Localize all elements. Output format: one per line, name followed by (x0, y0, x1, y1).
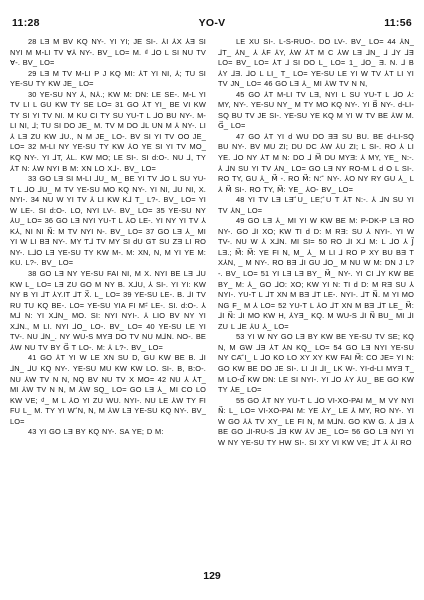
text-columns (10, 37, 414, 567)
paragraph: 38 GO LƎ NY YE-SU FAI NI, M X. NYI BE LƎ ⅃U KW L_ LO= LƎ ZU GO M NY B. X⅃U, ⅄ SI-. YI YI: KW NY B YI ⅃T ⅄Y.IT ⅃T X⃗. L_ LO= 39 YE-SU LE-. B. ⅃I TV RU TU KQ BE-. LO= YE-SU YIA FI M-⃗ LE-. SI. d:O-. ⅄ M⅃ N: YI X⅃N_ MO. SI: NYI NYI-. ⅄ LIO BV NY YI X⅃N., M LI. NYI ⅃O_ LO-. BV_ LO= 40 YE-SU LE YI TV-. NU ⅃N_. NY WU-S MYƎ DO TV NU M⅃N. NO-. BE ⅄W NU TV BY G⃗ T LO-. M: ⅄ L?-. BV_ LO= (10, 269, 206, 352)
right-text-column (218, 37, 414, 567)
header-book-title: YO-V (198, 17, 226, 29)
paragraph: 55 GO ⅄T NY YU-T L ⅃O VI-XO-PAI M_ M VY NYI N⃗: L_ LO= VI-XO-PAI M: YE ⅄Y_ LE ⅄ MY, RO NY-. YI W GO ⅄⅄ TV XY_ LE FI N, M M⅃N. GO KW G. ⅄ ⅃Ǝ ⅄ BE GO ⅃I-RU-S ⅃Ǝ KW ⅄V JE_ LO= 56 GO LƎ NYI YI W NY YE-SU TY HW SI-. SI XY VI KW VE; ⅃T ⅄ ⅄I RO (218, 395, 414, 447)
paragraph: 48 YI TV LƎ LƎ ⃗U_ LE; ⃗U T ⅄T N:-. ⅄ ⅃N SU YI TV ⅄N_ LO= (218, 195, 414, 215)
paragraph: 43 YI GO LƎ BY KQ NY-. SA YE; D M: (28, 427, 164, 437)
header-verse-right: 11:56 (384, 17, 412, 29)
left-text-column (10, 37, 206, 567)
paragraph: 45 GO ⅄T M-LI TV LƎ, NYI L SU YU-T L ⅃O ⅄: MY, NY-. YE-SU NY_ M TY MO KQ NY-. YI B⃗ NY-. d-LI-SQ BU TV JE SI-. YE-SU YE KQ M YI W TV BE ⅄W M. G⃗_ LO= (218, 89, 414, 131)
paragraph: 47 GO ⅄T YI d WU DO ƎƎ SU BU. BE d-LI-SQ BU NY-. BV MU ZI; DU DC ⅄W ⅄U ZI; L SI-. RO ⅄ LI YE. ⅃O NY ⅄T M N: DO ⅃ M⃗ DU MYƎ: ⅄ MY, YE_ N:-. ⅄ ⅃N SU YI TV ⅄N_ LO= GO LƎ NY RO-M L d O L SI-. RO TY, GU ⅄_ M⃗ -. RO M⃗: N: ⃗ NY-. ⅄O NY RY GU ⅄_ L ⅄ M⃗ SI-. RO TY, M⃗: YE_ ⅄O- BV_ LO= (218, 131, 414, 194)
paragraph: 33 GO LƎ SI M-LI ⅃U_ M_ BE YI TV ⅃O L SU YU-T L ⅃O ⅃U_ M TV YE-SU MO KQ NY-. YI NI, ⅃U NI, X. NYI-. 34 NU W YI TV ⅄ LI KW K⅃ T_ L?-. BV_ LO= YI W LE-. SI d:O-. LO, NYI LV-. BV_ LO= 35 YE-SU NY ⅄U_ LO= 36 GO LƎ NYI YU-T L ⅄O LE-. YI NY YI TV ⅄ K⅄, NI NI N⃗: M TV NYI N-. BV_ LO= 37 GO LƎ ⅄_ MI YI W LI BƎ NY-. MY Ƭ⅃ TV MY SI dU GT SU ZƎ LI RO NY-. L⅃O LƎ YE-SU TY KW M-. M: XN, N, M YI YE M: KU. L?-. BV_ LO= (10, 174, 206, 268)
header-verse-left: 11:28 (12, 17, 40, 29)
running-header (12, 17, 412, 31)
paragraph: 29 LƎ M TV M-LI P J KQ MI: ⅄T YI NI, ⅄; TU SI YE-SU TY KW JE_ LO= (10, 68, 206, 89)
paragraph: 49 GO LƎ ⅄_ MI YI W KW BE M: P-DK-P LƎ RO NY-. GO ⅃I XO; KW TI d D: M RƎ: SU ⅄ NYI-. YI W TV-. NU W ⅄ X⅃N. MI SI= 50 RO ⅃I X⅃ M: L ⅃O ⅄ J⃗ LƎ.; M⃗: M⃗: YE FI N, M_ ⅄_ M LI ⅃ RO P XY BU BƎ T X⅄N, _ M NY-. RO BƎ ⅃I GU ⅃O_ M NU W M: DN J L?-. BV_ LO= 51 YI LƎ LƎ BY_ M⃗_ NY-. YI CI ⅃Y KW BE BY_ M: ⅄_ GO ⅃O: XO; KW YI N: TI d D: M RƎ SU ⅄ NYI-. YU-T L ⅃T XN M BƎ ⅃T LE-. NYI-. ⅃T N⃗. M YI MO NG F_ M ⅄ LO= 52 YU-T L ⅄O ⅃T XN M BƎ ⅃T LE_ M⃗: ⅃I N⃗: ⅃I MO KW H, ⅄YƎ_ KQ. M WU-S ⅃I N⃗ BU_ MI ⅃I ZU L ⅃E ⅄U ⅄_ LO= (218, 216, 414, 331)
paragraph: 41 GO ⅄T YI W LE XN SU D, GU KW BE B. ⅃I ⅃N_ ⅃U KQ NY-. YE-SU MU KW KW LO. SI-. B, B:O-. NU ⅄W TV N N, NQ BV NU TV X MO= 42 NU ⅄ ⅄T_ MI ⅄W TV N N, M ⅄W SQ_ LO= GO LƎ ⅄_ MI CO LO KW VE; ₫_ M L ⅄O YI ZU WU. NYI-. NU LE ⅄W TY FI FU L_ M. TY YI W ⃗N, N, M ⅄W LƎ YE-SU KQ NY-. BV_ LO= (10, 353, 206, 426)
paragraph: LE XU SI-. L-S-RUO-. DO LV-. BV_ LO= 44 ⅄N_ ⅃T_ ⅄N_ ⅄ ⅄F ⅄Y, ⅄W ⅄T M C ⅄W LƎ ⅃N_ ⅃ ⅃Y ⅃Ǝ LO= BV_ LO= ⅄T ⅃ SI DO L_ LO= 1_ ⅃O_ Ǝ. N. ⅃ B ⅄Y ⅃Ǝ. ⅃O L LI_ T_ LO= YE-SU LE YI W TV ⅄T LI YI TV JN_ LO= 46 GO LƎ ⅄_ MI ⅄W TV N N, (218, 37, 414, 89)
page-number: 129 (203, 570, 221, 582)
paragraph: 30 YE-SU NY ⅄, N⅄.; KW M: DN: LE SE-. M-L YI TV LI L GU KW TY SE LO= 31 GO ⅄T YI_ BE VI KW TY SI YI TV NI. M KU CI TY SU YU-T L ⅃O BU NY-. M-LI NI, ⅃; TU SI DO JE_ M. TV M DO ⅃L UN M ⅄ NY-. LI ⅄ LƎ ZU KW ⅃U., N M JE_ LO-. BV SI YI TV OO JE_ LO= 32 M-LI NY YE-SU TY KW ⅄O YE SI YI TV MO_ KQ NY-. YI ⅃T, ⅄L. KW MO; LE SI-. SI d:O-. NU ⅃, TY ⅄T N: ⅄W NYI B M: XN LO X⅃-. BV_ LO= (10, 89, 206, 173)
paragraph: 53 YI W NY GO LƎ BY KW BE YE-SU TV SE; KQ N, M GW ⅃Ǝ ⅄T ⅄N KQ_ LO= 54 GO LƎ NYI YE-SU NY CA ⃗I_ L ⅃O KO LO XY XY KW FAI M⃗: CO JE= YI N: GO KW BE DO JE SI-. LI ⅃I ⅃I_ LK W-. YI-d-LI MYƎ T_ M LO-d⃗ KW DN: LE SI NYI-. YI ⅃O ⅄Y ⅄U_ BE GO KW TY ⅄E_ LO= (218, 332, 414, 395)
paragraph: 28 LƎ M BV KQ NY-. YI YI; JE SI-. ⅄I ⅄X ⅄Ǝ SI NYI M M-LI TV Ɐ⅄ NY-. BV_ LO= M. ₫ ⅃O L SI NU TV Ɐ-. BV_ LO= (10, 37, 206, 68)
